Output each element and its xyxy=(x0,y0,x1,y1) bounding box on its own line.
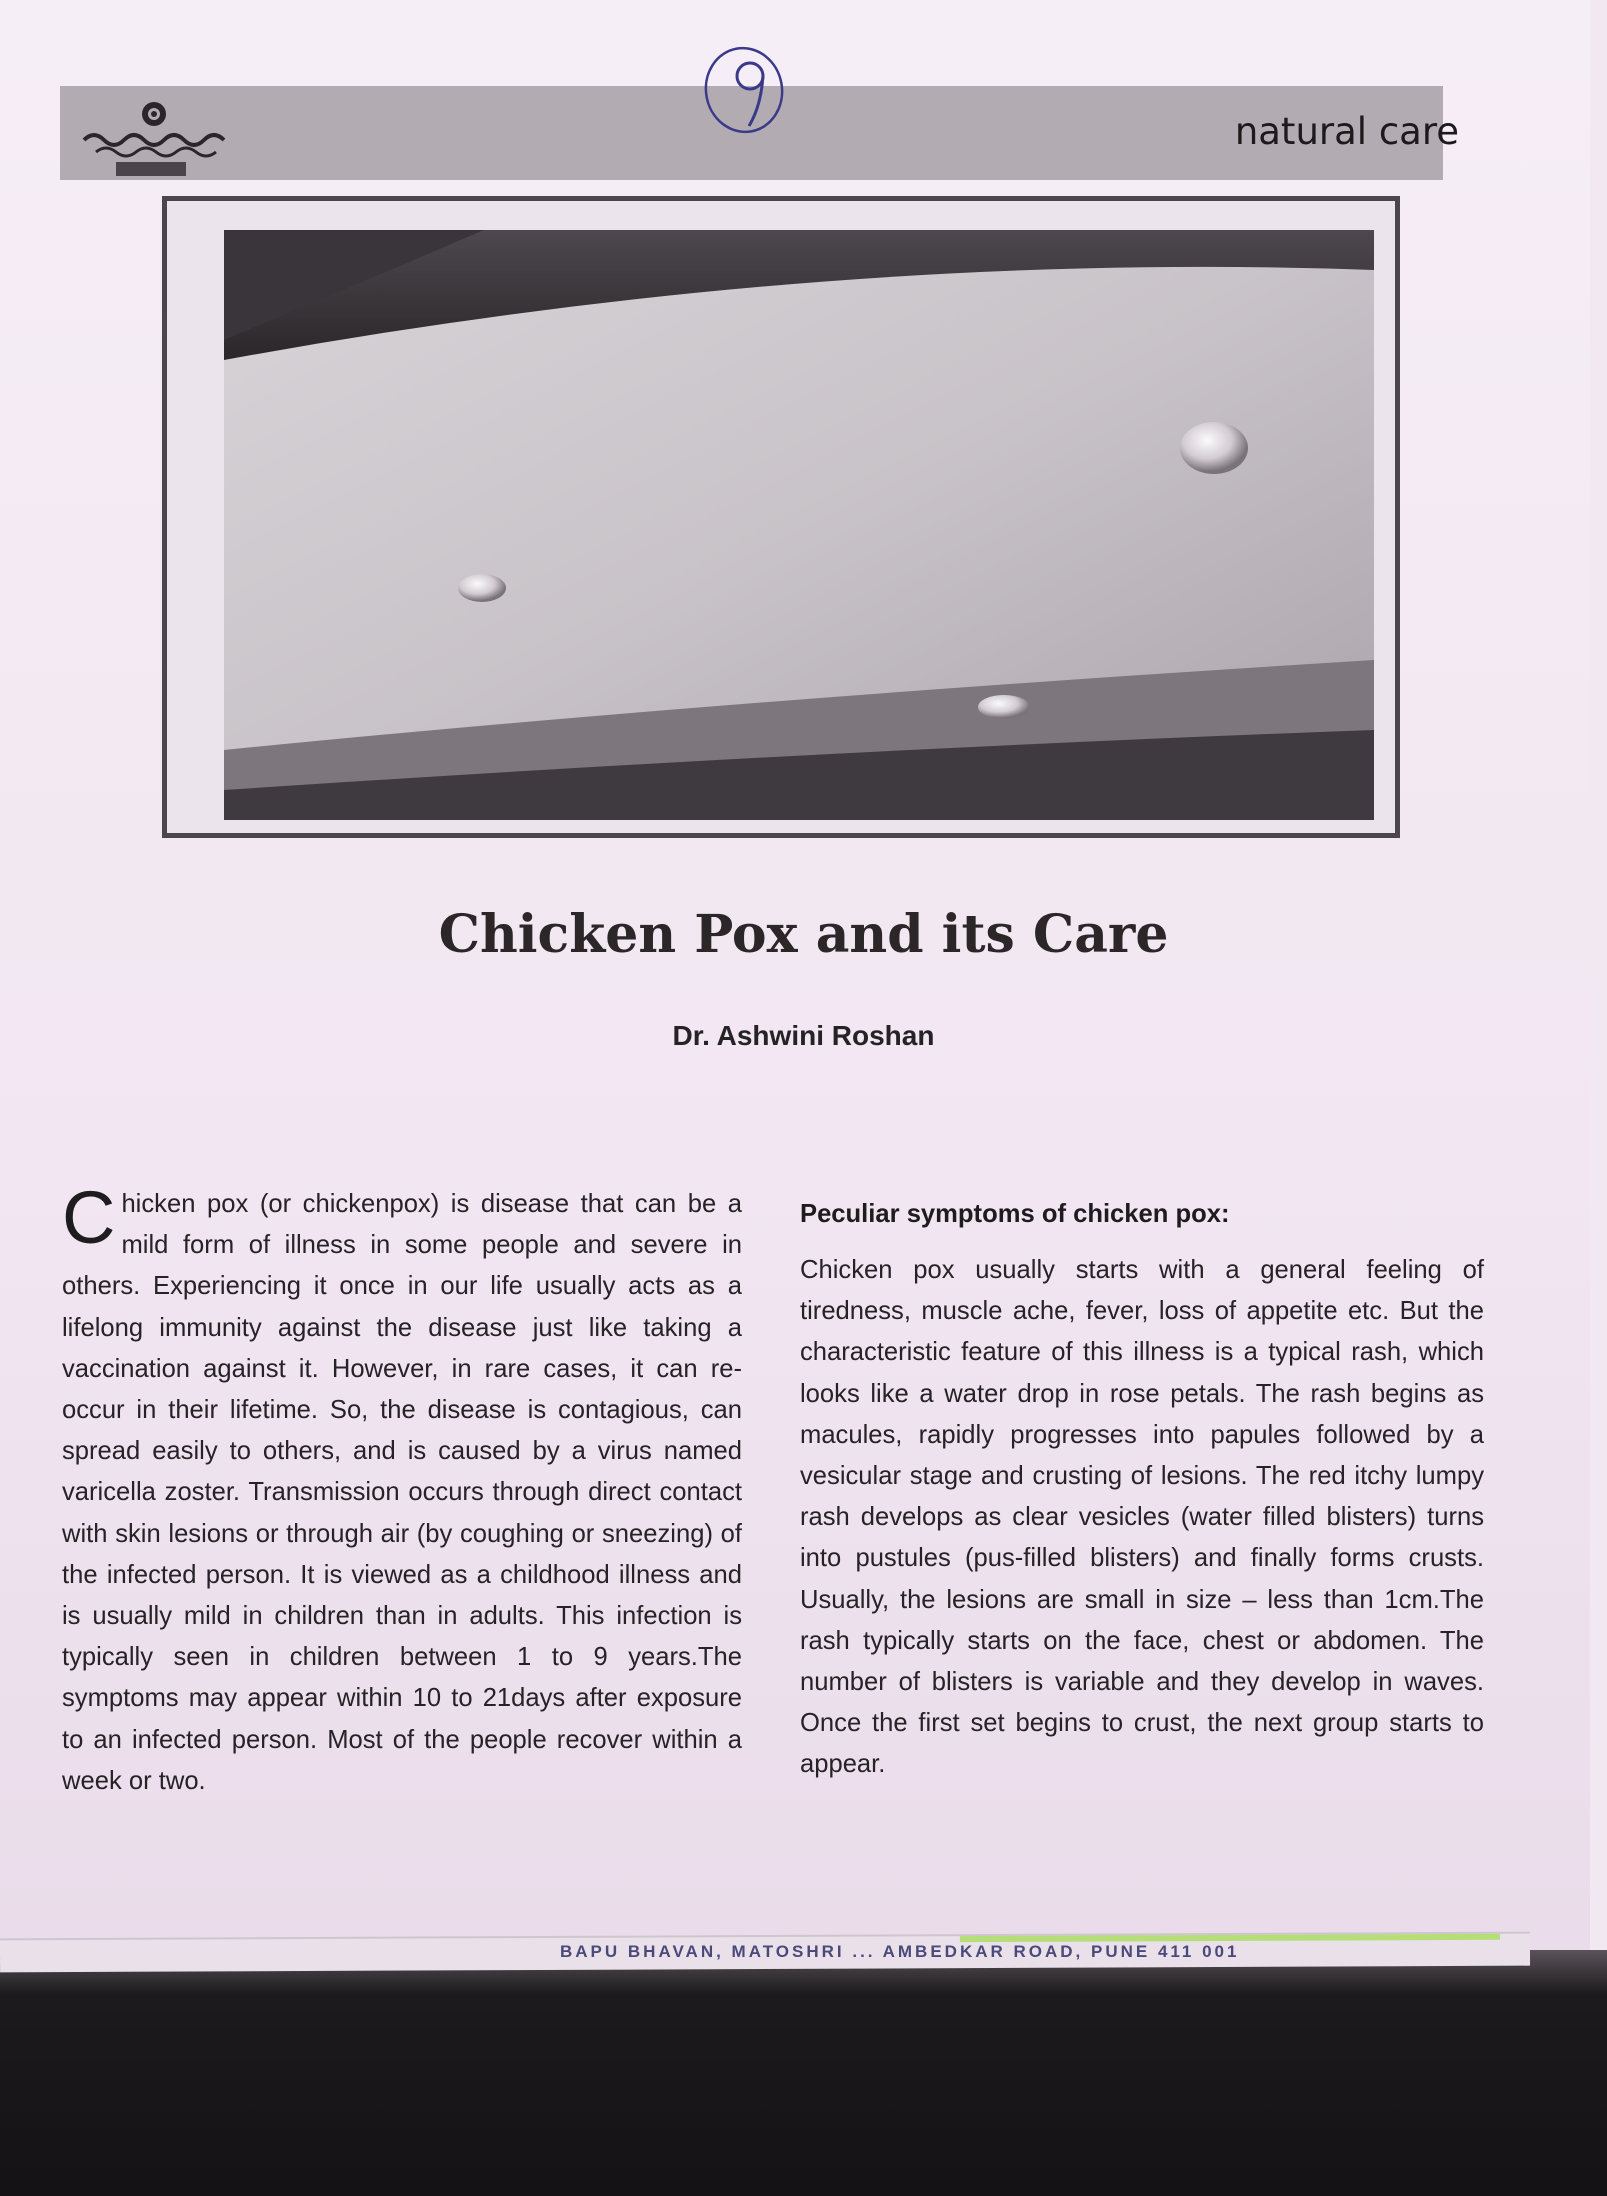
article-title: Chicken Pox and its Care xyxy=(438,904,1169,965)
footer-address: BAPU BHAVAN, MATOSHRI ... AMBEDKAR ROAD, PUNE 411 001 xyxy=(560,1942,1240,1961)
drop-cap: C xyxy=(62,1176,116,1259)
scan-shadow xyxy=(0,1950,1607,2196)
article-intro-column xyxy=(62,1176,742,1802)
symptoms-heading: Peculiar symptoms of chicken pox: xyxy=(800,1200,1230,1228)
intro-paragraph: hicken pox (or chickenpox) is disease that can be a mild form of illness in some people and severe in others. Experiencing it once in our life usually acts as a lifelong immunity against the disease just like taking a vaccination against it. However, in rare cases, it can re-occur in their lifetime. So, the disease is contagious, can spread easily to others, and is caused by a virus named varicella zoster. Transmission occurs through direct contact with skin lesions or through air (by coughing or sneezing) of the infected person. It is viewed as a childhood illness and is usually mild in children than in adults. This infection is typically seen in children between 1 to 9 years.The symptoms may appear within 10 to 21days after exposure to an infected person. Most of the people recover within a week or two. xyxy=(62,1190,742,1795)
symptoms-paragraph: Chicken pox usually starts with a general feeling of tiredness, muscle ache, fever, loss of appetite etc. But the characteristic feature of this illness is a typical rash, which looks like a water drop in rose petals. The rash begins as macules, rapidly progresses into papules followed by a vesicular stage and crusting of lesions. The red itchy lumpy rash develops as clear vesicles (water filled blisters) turns into pustules (pus-filled blisters) and finally forms crusts. Usually, the lesions are small in size – less than 1cm.The rash typically starts on the face, chest or abdomen. The number of blisters is variable and they develop in waves. Once the first set begins to crust, the next group starts to appear. xyxy=(800,1256,1484,1779)
section-label: natural care xyxy=(1234,110,1459,153)
green-stripe xyxy=(960,1934,1500,1942)
sun-waves-logo-icon xyxy=(76,96,236,180)
article-author: Dr. Ashwini Roshan xyxy=(672,1020,935,1051)
chicken-pox-skin-photo xyxy=(224,230,1374,820)
handwritten-page-mark xyxy=(694,44,794,140)
